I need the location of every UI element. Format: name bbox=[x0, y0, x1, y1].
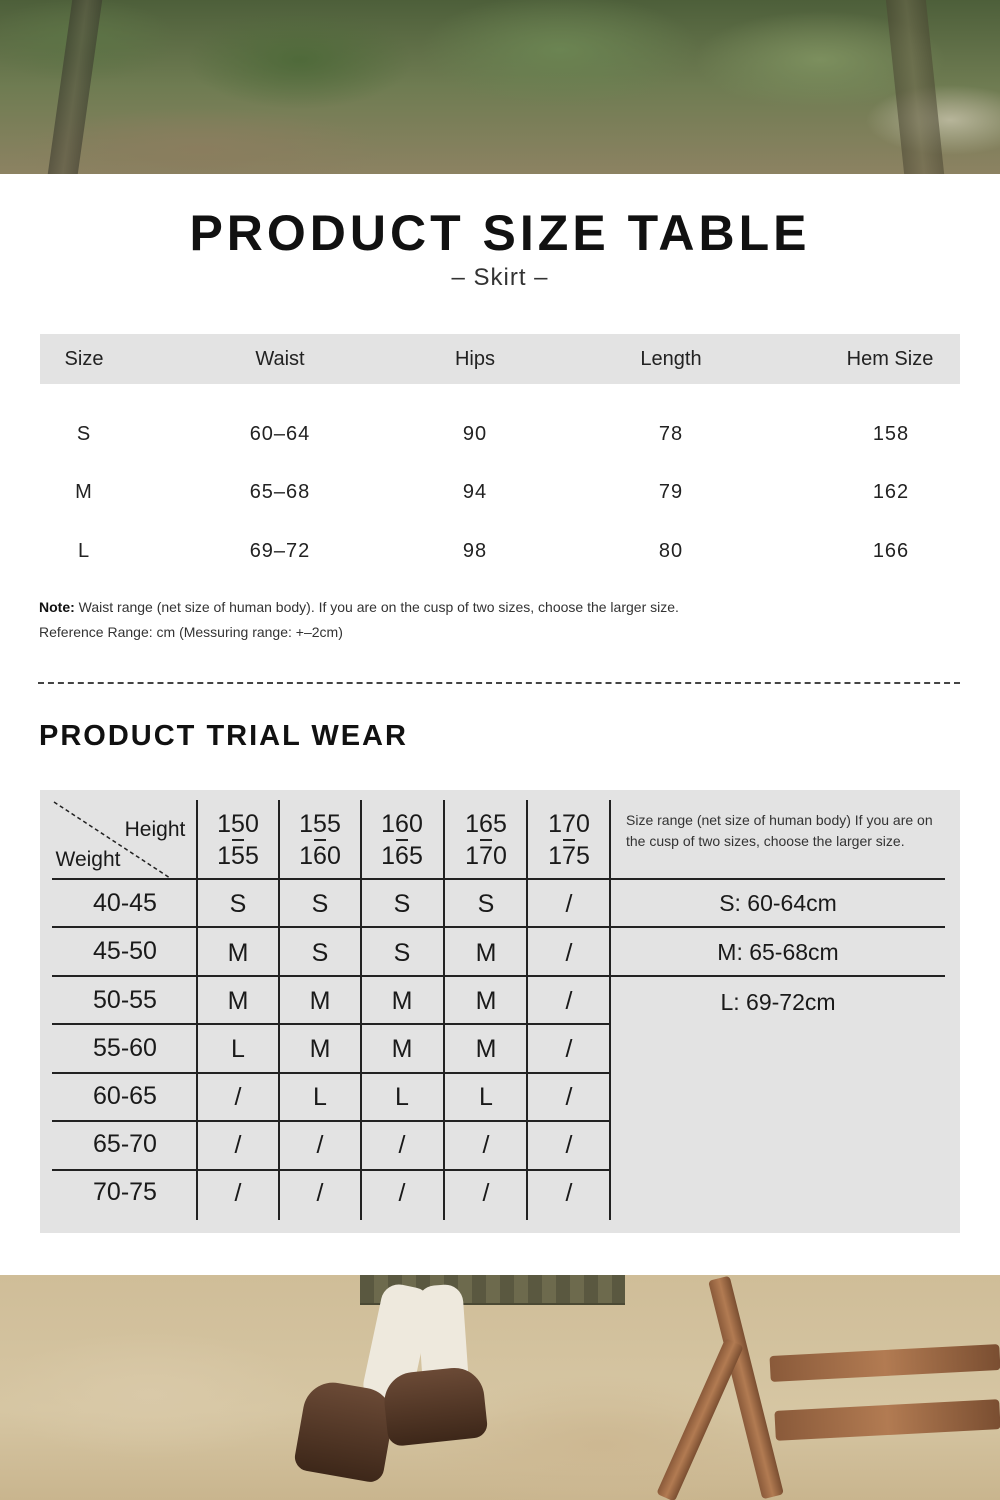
grid-line bbox=[52, 926, 945, 928]
grid-line bbox=[52, 1023, 611, 1025]
weight-cell: 45-50 bbox=[93, 937, 157, 965]
size-cell: L bbox=[395, 1083, 409, 1111]
waist-cell: 65–68 bbox=[249, 481, 311, 503]
page-title: PRODUCT SIZE TABLE bbox=[189, 205, 811, 261]
corner-weight-label: Weight bbox=[55, 848, 121, 871]
loafer-shoe bbox=[293, 1378, 398, 1484]
reference-range-note: Reference Range: cm (Messuring range: +–2cm) bbox=[39, 624, 343, 640]
length-cell: 80 bbox=[658, 540, 684, 562]
size-cell: S bbox=[393, 890, 411, 918]
size-cell: / bbox=[316, 1131, 324, 1159]
tree-trunk bbox=[886, 0, 944, 174]
size-cell: M bbox=[391, 1035, 413, 1063]
size-cell: S bbox=[229, 890, 247, 918]
range-bar bbox=[396, 839, 408, 841]
height-range-165-170 bbox=[445, 812, 527, 869]
weight-cell: 50-55 bbox=[93, 986, 157, 1014]
height-bottom: 170 bbox=[465, 842, 507, 870]
size-cell: L bbox=[479, 1083, 493, 1111]
grid-line bbox=[52, 1072, 611, 1074]
weight-cell: 60-65 bbox=[93, 1082, 157, 1110]
height-range-150-155 bbox=[198, 812, 278, 869]
height-range-170-175 bbox=[528, 812, 610, 869]
weight-cell: 55-60 bbox=[93, 1034, 157, 1062]
waist-range-m: M: 65-68cm bbox=[717, 939, 839, 965]
size-cell: M bbox=[309, 987, 331, 1015]
size-cell: / bbox=[565, 1179, 573, 1207]
grid-line bbox=[52, 975, 945, 977]
size-cell: / bbox=[234, 1083, 242, 1111]
hem-cell: 166 bbox=[872, 540, 910, 562]
header-length: Length bbox=[640, 348, 702, 370]
waist-range-l: L: 69-72cm bbox=[720, 989, 836, 1015]
grid-line bbox=[52, 878, 945, 880]
size-cell: S bbox=[393, 939, 411, 967]
page-subtitle: – Skirt – bbox=[451, 264, 549, 291]
range-bar bbox=[563, 839, 575, 841]
length-cell: 79 bbox=[658, 481, 684, 503]
header-hips: Hips bbox=[454, 348, 495, 370]
hem-cell: 158 bbox=[872, 423, 910, 445]
size-cell: L bbox=[77, 540, 91, 562]
waist-range-s: S: 60-64cm bbox=[719, 890, 837, 916]
note-label: Note: bbox=[39, 599, 75, 615]
grid-line bbox=[52, 1169, 611, 1171]
weight-cell: 70-75 bbox=[93, 1178, 157, 1206]
height-bottom: 160 bbox=[299, 842, 341, 870]
size-cell: / bbox=[398, 1131, 406, 1159]
height-top: 150 bbox=[217, 810, 259, 838]
waist-cell: 69–72 bbox=[249, 540, 311, 562]
chair-rail bbox=[774, 1399, 1000, 1441]
height-bottom: 165 bbox=[381, 842, 423, 870]
size-cell: M bbox=[391, 987, 413, 1015]
size-cell: M bbox=[227, 987, 249, 1015]
size-cell: M bbox=[475, 1035, 497, 1063]
size-note bbox=[39, 599, 679, 615]
trial-wear-title: PRODUCT TRIAL WEAR bbox=[39, 720, 408, 752]
size-cell: / bbox=[565, 1131, 573, 1159]
size-cell: / bbox=[565, 987, 573, 1015]
size-cell: / bbox=[316, 1179, 324, 1207]
hem-cell: 162 bbox=[872, 481, 910, 503]
loafer-shoe bbox=[382, 1365, 489, 1447]
size-cell: M bbox=[475, 987, 497, 1015]
size-cell: / bbox=[234, 1131, 242, 1159]
size-cell: S bbox=[76, 423, 92, 445]
size-cell: / bbox=[565, 939, 573, 967]
hips-cell: 94 bbox=[462, 481, 488, 503]
size-table-header bbox=[40, 334, 960, 384]
height-top: 165 bbox=[465, 810, 507, 838]
height-range-155-160 bbox=[280, 812, 360, 869]
top-photo-foliage bbox=[0, 0, 1000, 174]
size-range-note: Size range (net size of human body) If you are on the cusp of two sizes, choose the larger size. bbox=[626, 812, 933, 849]
range-bar bbox=[314, 839, 326, 841]
height-bottom: 175 bbox=[548, 842, 590, 870]
size-cell: M bbox=[75, 481, 93, 503]
size-cell: / bbox=[482, 1131, 490, 1159]
size-cell: / bbox=[565, 1035, 573, 1063]
size-cell: / bbox=[565, 1083, 573, 1111]
section-divider bbox=[38, 682, 960, 684]
size-cell: / bbox=[482, 1179, 490, 1207]
size-cell: L bbox=[231, 1035, 245, 1063]
height-bottom: 155 bbox=[217, 842, 259, 870]
chair-leg bbox=[656, 1338, 743, 1500]
hips-cell: 90 bbox=[462, 423, 488, 445]
size-cell: / bbox=[398, 1179, 406, 1207]
size-cell: L bbox=[313, 1083, 327, 1111]
waist-cell: 60–64 bbox=[249, 423, 311, 445]
chair-rail bbox=[769, 1344, 1000, 1382]
bottom-photo-model-feet bbox=[0, 1275, 1000, 1500]
length-cell: 78 bbox=[658, 423, 684, 445]
header-hem-size: Hem Size bbox=[846, 348, 934, 370]
size-cell: M bbox=[309, 1035, 331, 1063]
corner-height-label: Height bbox=[124, 818, 186, 841]
header-size: Size bbox=[64, 348, 104, 370]
size-cell: S bbox=[311, 890, 329, 918]
range-bar bbox=[480, 839, 492, 841]
weight-cell: 40-45 bbox=[93, 889, 157, 917]
weight-cell: 65-70 bbox=[93, 1130, 157, 1158]
height-range-160-165 bbox=[362, 812, 442, 869]
range-bar bbox=[232, 839, 244, 841]
size-cell: S bbox=[311, 939, 329, 967]
hips-cell: 98 bbox=[462, 540, 488, 562]
header-waist: Waist bbox=[255, 348, 305, 370]
size-cell: / bbox=[565, 890, 573, 918]
size-cell: / bbox=[234, 1179, 242, 1207]
height-top: 155 bbox=[299, 810, 341, 838]
trial-wear-table bbox=[40, 790, 960, 1233]
height-top: 160 bbox=[381, 810, 423, 838]
size-cell: M bbox=[227, 939, 249, 967]
size-cell: M bbox=[475, 939, 497, 967]
size-cell: S bbox=[477, 890, 495, 918]
tree-trunk bbox=[48, 0, 102, 174]
height-top: 170 bbox=[548, 810, 590, 838]
note-text: Waist range (net size of human body). If you are on the cusp of two sizes, choose the larger size. bbox=[74, 599, 679, 615]
grid-line bbox=[52, 1120, 611, 1122]
